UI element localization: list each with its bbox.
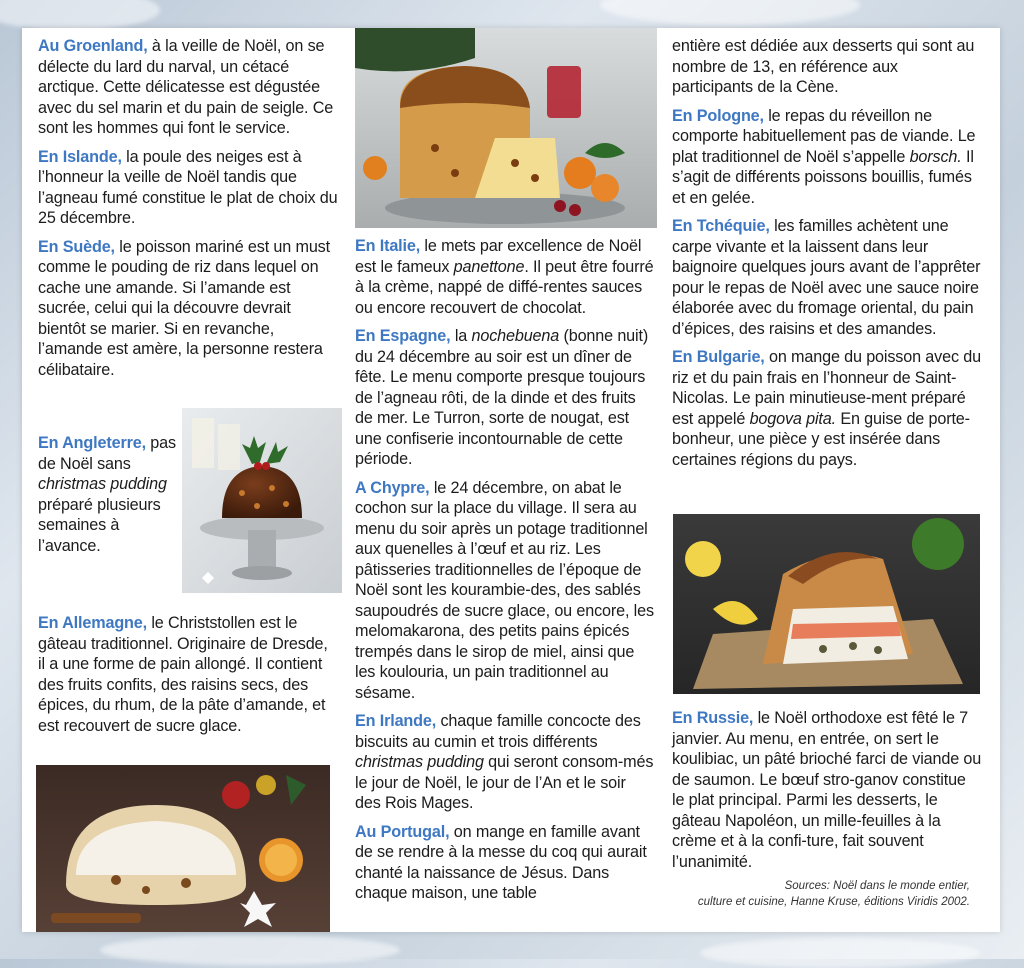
article-text: (bonne nuit) du 24 décembre au soir est un dîner de fête. Le menu comporte presque toujours de l’agneau rôti, de la dinde et des fruits de mer. Le Turron, sorte de nougat, est une confiserie incontournable de cette période.: [355, 327, 649, 468]
magazine-page: [22, 28, 1000, 932]
country-heading: A Chypre,: [355, 478, 430, 497]
article-text: la: [450, 327, 472, 345]
article-pologne: [672, 106, 982, 209]
country-heading: Au Portugal,: [355, 822, 450, 841]
article-espagne: [355, 326, 655, 470]
article-text: les familles achètent une carpe vivante et la laissent dans leur baignoire quelques jours avant de l’apprêter pour le repas de Noël avec une sauce noire élaborée avec du fromage oriental, du pain d’épices, des raisins et des amandes.: [672, 217, 981, 338]
country-heading: En Suède,: [38, 237, 115, 256]
article-portugal: [355, 822, 655, 904]
article-text: qui seront consom-més le jour de Noël, le jour de l’An et le soir des Rois Mages.: [355, 753, 654, 812]
article-text: on mange du poisson avec du riz et du pain frais en l’honneur de Saint-Nicolas. Le pain minutieuse-ment préparé est appelé: [672, 348, 981, 428]
article-bulgarie: [672, 347, 982, 470]
article-italic: nochebuena: [471, 327, 560, 345]
article-text: chaque famille concocte des biscuits au cumin et trois différents: [355, 712, 641, 751]
article-italie: [355, 236, 655, 318]
article-islande: [38, 147, 338, 229]
article-text: le repas du réveillon ne comporte habituellement pas de viande. Le plat traditionnel de Noël s’appelle: [672, 106, 976, 166]
article-text: le Noël orthodoxe est fêté le 7 janvier. Au menu, en entrée, on sert le koulibiac, un pâté brioché farci de viande ou de saumon. Le bœuf stro-ganov constitue le plat principal. Parmi les desserts, le gâteau Napoléon, un mille-feuilles à la crème et à la confi-ture, fait souvent l’unanimité.: [672, 709, 982, 871]
article-text: le poisson mariné est un must comme le pouding de riz dans lequel on cache une amande. Si l’amande est sucrée, celui qui la découvre devrait bientôt se marier. Si en revanche, l’amande est amère, la personne restera célibataire.: [38, 237, 330, 379]
country-heading: En Espagne,: [355, 327, 451, 345]
country-heading: En Russie,: [672, 709, 754, 727]
frost-decoration: [0, 0, 160, 30]
koulibiac-photo: [673, 514, 980, 694]
article-tcheque: [672, 216, 982, 339]
column-2: [355, 236, 655, 912]
article-text: la poule des neiges est à l’honneur la veille de Noël tandis que l’agneau fumé constitue le plat de choix du 25 décembre.: [38, 147, 338, 227]
stollen-photo: [36, 765, 330, 932]
article-italic: panettone: [453, 257, 525, 276]
country-heading: En Pologne,: [672, 106, 764, 125]
article-irlande: [355, 711, 655, 814]
article-text: pas de Noël sans: [38, 434, 176, 473]
country-heading: En Irlande,: [355, 712, 437, 730]
article-russie: [672, 708, 982, 872]
sources-credit: [672, 878, 970, 910]
article-italic: christmas pudding: [38, 475, 167, 493]
article-italic: christmas pudding: [355, 753, 484, 771]
article-italic: borsch.: [909, 147, 962, 166]
column-3: [672, 36, 982, 478]
article-text: à la veille de Noël, on se délecte du lard du narval, un cétacé arctique. Cette délicatesse est dégustée avec du sel marin et du pain de seigle. Ce sont les hommes qui font le service.: [38, 37, 334, 137]
article-allemagne: [38, 613, 338, 736]
article-text: Il s’agit de différents poissons bouillis, fumés et en gelée.: [672, 147, 974, 207]
article-text: . Il peut être fourré à la crème, nappé de diffé-rentes sauces ou encore recouvert de chocolat.: [355, 257, 654, 317]
frost-decoration: [600, 0, 860, 25]
sources-line-2: culture et cuisine, Hanne Kruse, éditions Viridis 2002.: [697, 896, 970, 908]
article-angleterre-block: [38, 433, 178, 564]
country-heading: En Italie,: [355, 237, 421, 255]
article-text: le 24 décembre, on abat le cochon sur la place du village. Il sera au menu du soir après un potage traditionnel aux quenelles à l’œuf et au riz. Les pâtisseries traditionnelles de l’époque de Noël sont les kourambie-des, des sablés saupoudrés de sucre glace, ou encore, les melomakarona, des petits pains épicés trempés dans le sirop de miel, ainsi que les koulouria, un pain traditionnel au sésame.: [355, 478, 654, 702]
article-text: le mets par excellence de Noël est le fameux: [355, 237, 642, 276]
column-3-lower: [672, 708, 982, 880]
article-chypre: [355, 478, 655, 704]
article-italic: bogova pita.: [749, 409, 836, 428]
country-heading: Au Groenland,: [38, 37, 148, 55]
article-groenland: [38, 36, 338, 139]
christmas-pudding-photo: [182, 408, 342, 593]
column-1: [38, 36, 338, 388]
country-heading: En Islande,: [38, 147, 122, 166]
article-text: on mange en famille avant de se rendre à la messe du coq qui aurait chanté la naissance de Jésus. Dans chaque maison, une table: [355, 822, 647, 902]
article-suede: [38, 237, 338, 381]
country-heading: En Bulgarie,: [672, 348, 765, 366]
frost-decoration: [700, 938, 980, 968]
article-text: préparé plusieurs semaines à l’avance.: [38, 495, 161, 555]
article-text: En guise de porte-bonheur, une pièce y est insérée dans certaines régions du pays.: [672, 409, 970, 469]
country-heading: En Angleterre,: [38, 434, 146, 452]
article-portugal-continued: [672, 36, 982, 98]
article-angleterre: [38, 433, 178, 556]
country-heading: En Allemagne,: [38, 614, 147, 632]
article-text: le Christstollen est le gâteau traditionnel. Originaire de Dresde, il a une forme de pain allongé. Il contient des fruits confits, des raisins secs, des épices, du rhum, de la pâte d’amande, et est recouvert de sucre glace.: [38, 614, 328, 735]
article-text: entière est dédiée aux desserts qui sont au nombre de 13, en référence aux participants de la Cène.: [672, 37, 975, 96]
sources-line-1: Sources: Noël dans le monde entier,: [784, 880, 970, 892]
country-heading: En Tchéquie,: [672, 217, 770, 235]
frost-decoration: [100, 935, 400, 965]
panettone-photo: [355, 28, 657, 228]
column-1-lower: [38, 613, 338, 744]
